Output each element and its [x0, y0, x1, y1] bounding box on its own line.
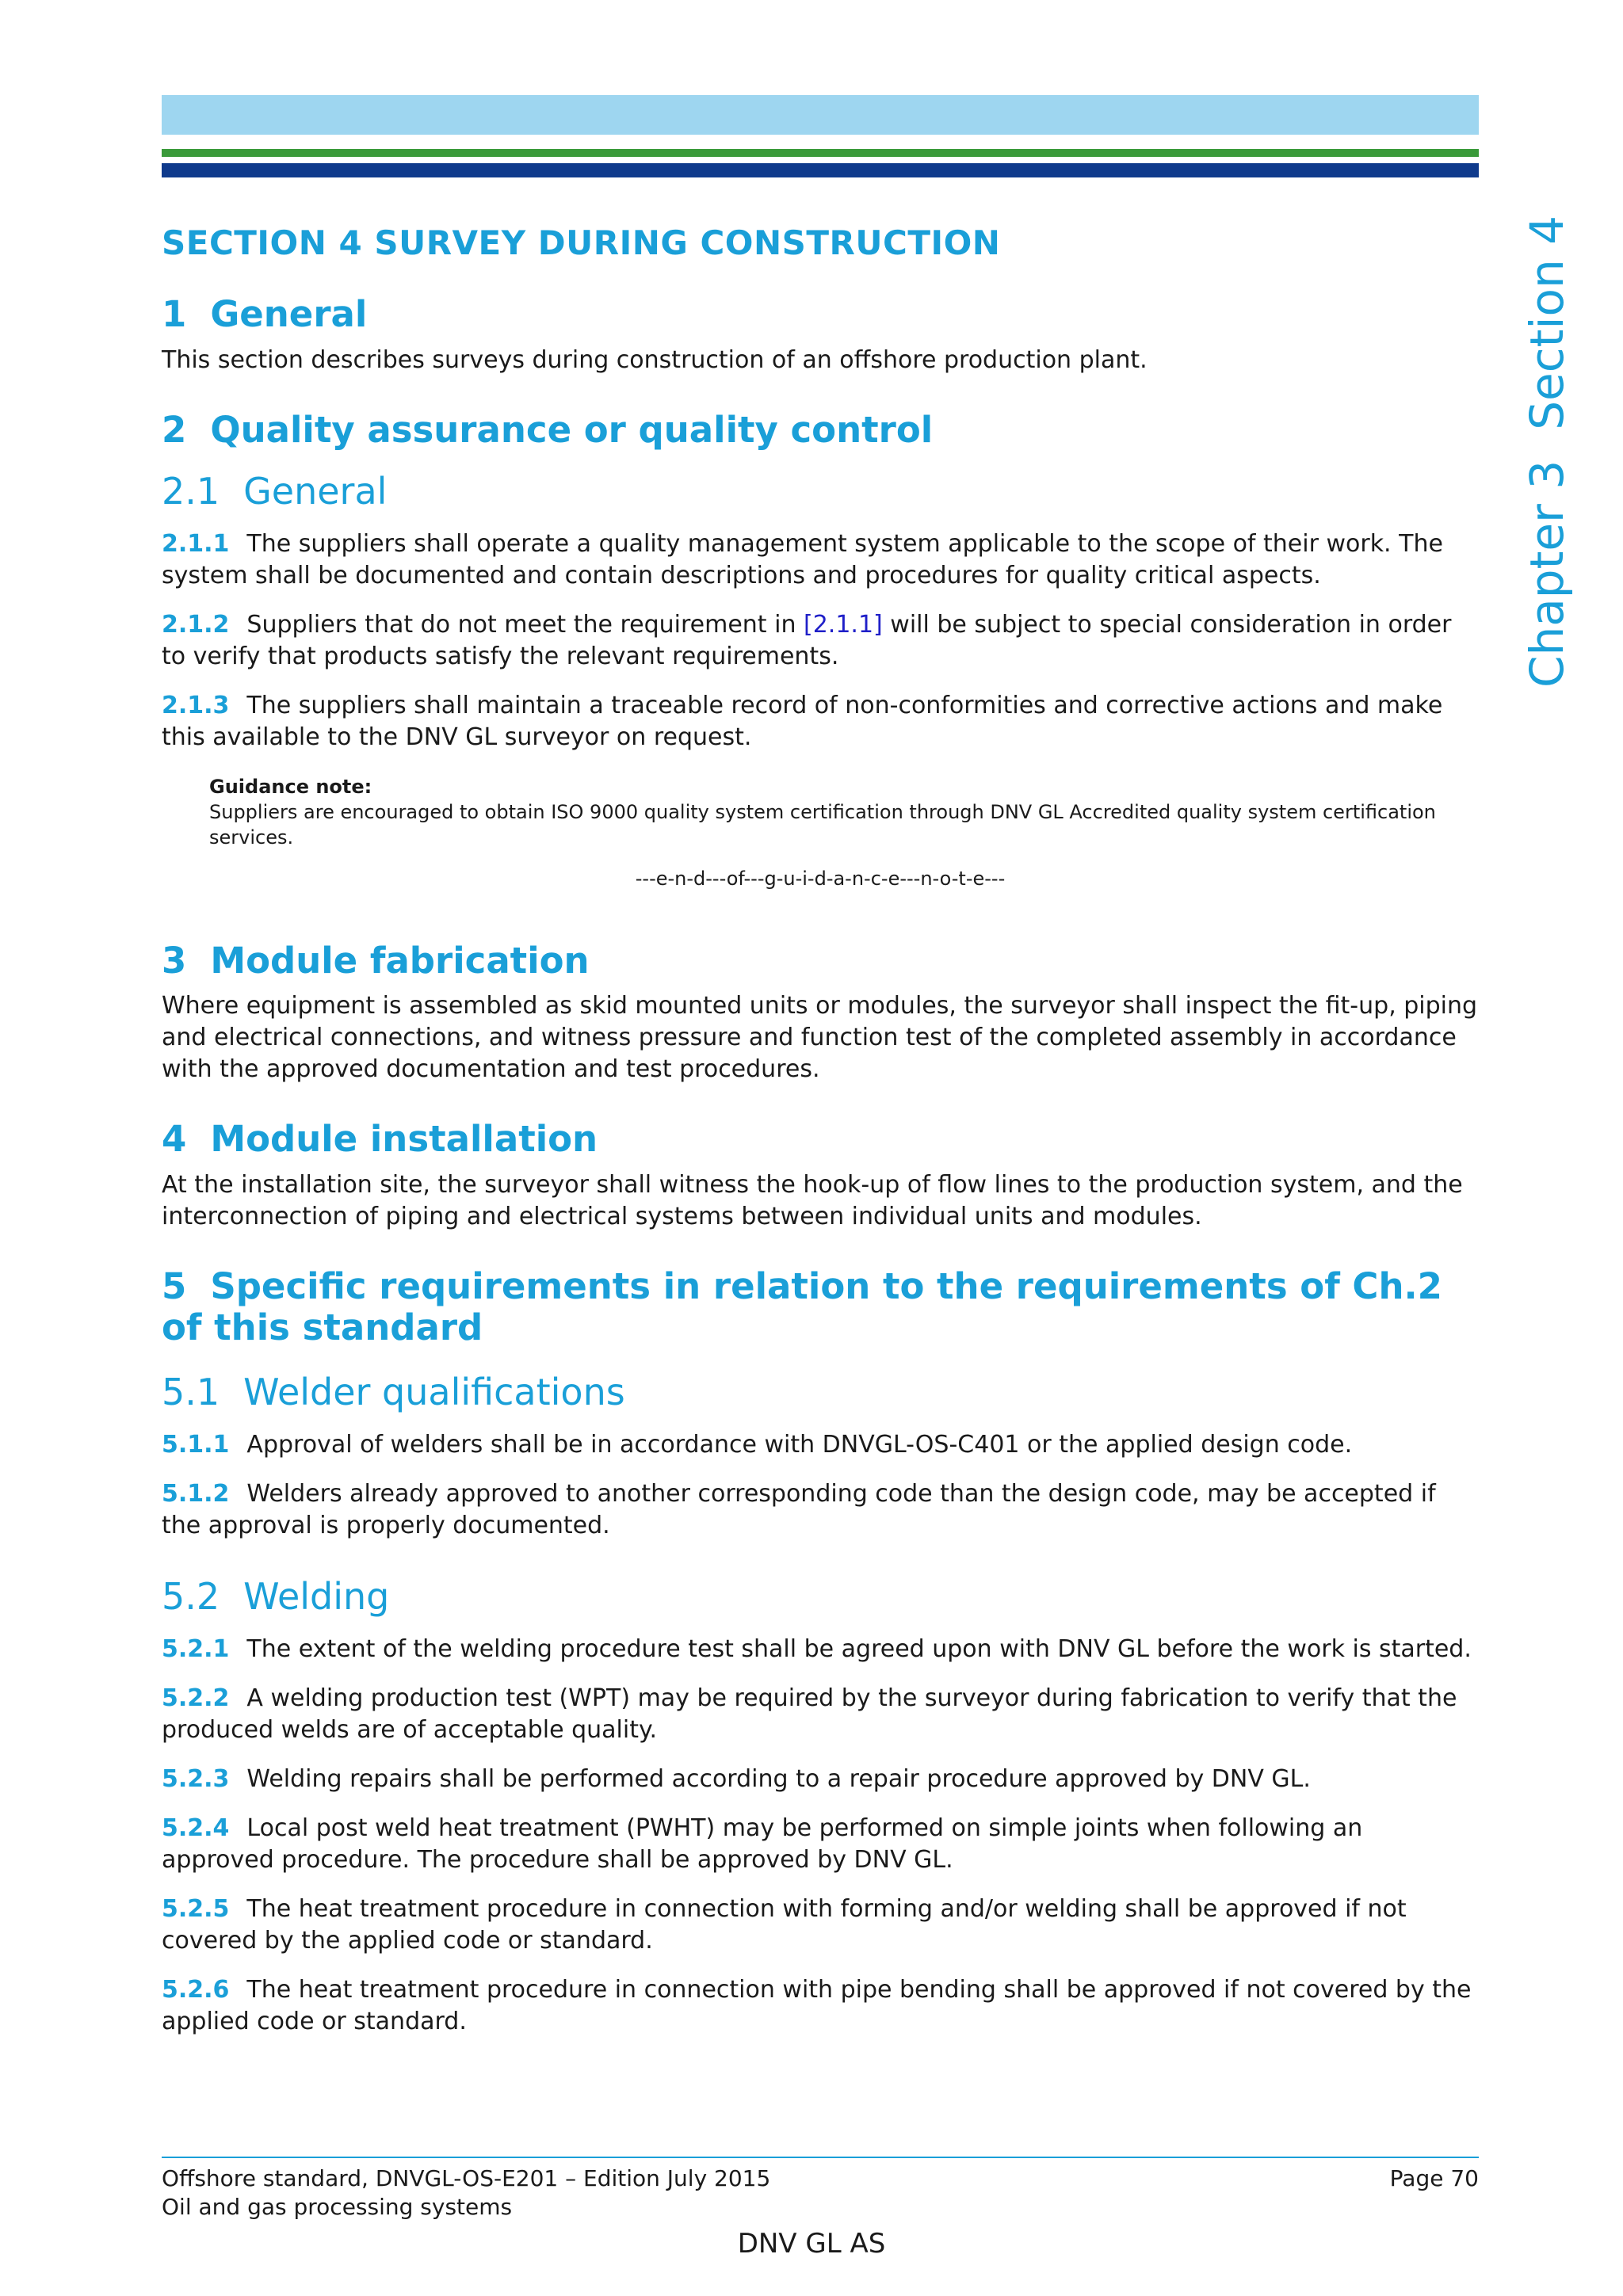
guidance-note-title: Guidance note: — [209, 775, 372, 798]
clause-text: Welders already approved to another corresponding code than the design code, may be accepted if the approval is properly documented. — [162, 1479, 1436, 1539]
heading-5 — [162, 1266, 1479, 1348]
paragraph: Where equipment is assembled as skid mounted units or modules, the surveyor shall inspect the fit-up, piping and electrical connections, and witness pressure and function test of the completed assembly in accordance with the approved documentation and test procedures. — [162, 992, 1478, 1084]
clause-text: A welding production test (WPT) may be required by the surveyor during fabrication to verify that the produced welds are of acceptable quality. — [162, 1684, 1457, 1744]
subheading-2-1 — [162, 470, 1479, 513]
section-title: SECTION 4 SURVEY DURING CONSTRUCTION — [162, 223, 1001, 262]
side-label-chapter: Chapter 3 — [1520, 460, 1574, 688]
clause-5-2-1 — [162, 1634, 1479, 1665]
footer-company-name: DNV GL AS — [737, 2228, 886, 2260]
heading-text: General — [243, 469, 388, 513]
heading-number: 5.2 — [162, 1574, 220, 1618]
clause-number: 2.1.3 — [162, 691, 230, 719]
clause-number: 5.2.5 — [162, 1894, 230, 1923]
clause-5-1-2 — [162, 1478, 1479, 1542]
clause-number: 5.2.2 — [162, 1684, 230, 1712]
footer-document-subtitle: Oil and gas processing systems — [162, 2194, 513, 2220]
clause-text: Local post weld heat treatment (PWHT) may be performed on simple joints when following an approved procedure. The procedure shall be approved by DNV GL. — [162, 1814, 1363, 1874]
heading-text: Module fabrication — [210, 939, 590, 982]
clause-text: Welding repairs shall be performed according to a repair procedure approved by DNV GL. — [246, 1764, 1311, 1793]
clause-text: Approval of welders shall be in accordance with DNVGL-OS-C401 or the applied design code. — [246, 1430, 1353, 1459]
heading-number: 2 — [162, 408, 187, 451]
clause-number: 5.2.3 — [162, 1764, 230, 1793]
subheading-5-2 — [162, 1575, 1479, 1618]
clause-text: The heat treatment procedure in connection with pipe bending shall be approved if not covered by the applied code or standard. — [162, 1975, 1472, 2035]
footer-divider — [162, 2157, 1479, 2158]
clause-number: 2.1.2 — [162, 610, 230, 639]
clause-2-1-2 — [162, 609, 1479, 673]
guidance-note-end: ---e-n-d---of---g-u-i-d-a-n-c-e---n-o-t-e--- — [635, 867, 1006, 890]
footer — [162, 2164, 1479, 2222]
clause-2-1-1 — [162, 528, 1479, 592]
clause-2-1-3 — [162, 690, 1479, 753]
clause-number: 5.2.1 — [162, 1634, 230, 1663]
header-band-light — [162, 95, 1479, 135]
heading-2 — [162, 410, 1479, 451]
heading-text: Specific requirements in relation to the requirements of Ch.2 of this standard — [162, 1265, 1442, 1348]
heading-text: Welder qualifications — [243, 1370, 625, 1413]
clause-text: Suppliers that do not meet the requirement in — [246, 610, 804, 639]
clause-number: 2.1.1 — [162, 529, 230, 558]
clause-5-2-6 — [162, 1974, 1479, 2038]
clause-number: 5.2.4 — [162, 1814, 230, 1842]
heading-text: Quality assurance or quality control — [210, 408, 934, 451]
heading-4 — [162, 1119, 1479, 1160]
clause-text: The suppliers shall maintain a traceable record of non-conformities and corrective actions and make this available to the DNV GL surveyor on request. — [162, 691, 1443, 751]
heading-text: Welding — [243, 1574, 390, 1618]
clause-text: will be subject to special consideration in order to verify that products satisfy the relevant requirements. — [162, 610, 1452, 670]
heading-number: 1 — [162, 293, 187, 335]
clause-number: 5.1.2 — [162, 1479, 230, 1508]
clause-5-2-3 — [162, 1764, 1479, 1795]
paragraph: At the installation site, the surveyor shall witness the hook-up of flow lines to the production system, and the interconnection of piping and electrical systems between individual units and modules. — [162, 1171, 1463, 1230]
header-band-green — [162, 149, 1479, 157]
clause-number: 5.1.1 — [162, 1430, 230, 1459]
page-content — [162, 223, 1479, 2055]
clause-5-2-4 — [162, 1813, 1479, 1876]
subheading-5-1 — [162, 1371, 1479, 1413]
clause-5-2-5 — [162, 1894, 1479, 1957]
clause-5-1-1 — [162, 1429, 1479, 1461]
heading-text: Module installation — [210, 1118, 598, 1161]
heading-number: 2.1 — [162, 469, 220, 513]
heading-number: 5 — [162, 1265, 187, 1307]
cross-reference-link[interactable]: [2.1.1] — [804, 610, 883, 639]
footer-page-number: Page 70 — [1389, 2165, 1479, 2191]
side-label-section: Section 4 — [1520, 215, 1574, 430]
clause-text: The extent of the welding procedure test shall be agreed upon with DNV GL before the work is started. — [246, 1634, 1472, 1663]
heading-3 — [162, 940, 1479, 982]
footer-document-title: Offshore standard, DNVGL-OS-E201 – Edition July 2015 — [162, 2165, 771, 2191]
heading-text: General — [210, 293, 368, 335]
chapter-section-side-label — [1520, 215, 1574, 688]
clause-text: The heat treatment procedure in connection with forming and/or welding shall be approved if not covered by the applied code or standard. — [162, 1894, 1407, 1955]
clause-text: The suppliers shall operate a quality management system applicable to the scope of their work. The system shall be documented and contain descriptions and procedures for quality critical aspects. — [162, 529, 1443, 589]
heading-number: 4 — [162, 1118, 187, 1161]
heading-number: 3 — [162, 939, 187, 982]
guidance-note — [209, 774, 1479, 850]
clause-number: 5.2.6 — [162, 1975, 230, 2004]
heading-1 — [162, 294, 1479, 335]
heading-number: 5.1 — [162, 1370, 220, 1413]
guidance-note-text: Suppliers are encouraged to obtain ISO 9000 quality system certification through DNV GL Accredited quality system certification services. — [209, 800, 1436, 849]
paragraph: This section describes surveys during construction of an offshore production plant. — [162, 345, 1148, 374]
clause-5-2-2 — [162, 1683, 1479, 1746]
header-band-navy — [162, 163, 1479, 177]
